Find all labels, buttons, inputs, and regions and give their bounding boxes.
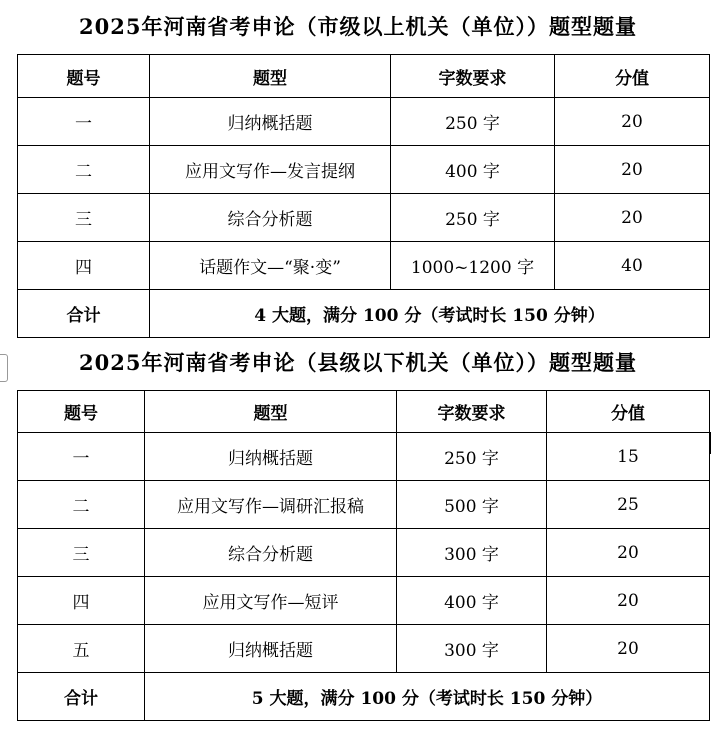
- table-header-row: [18, 55, 710, 98]
- header-score: 分值: [547, 391, 710, 433]
- cell-number: 三: [18, 194, 150, 242]
- cell-word-count: 250 字: [391, 194, 555, 242]
- header-word-count: 字数要求: [397, 391, 547, 433]
- cell-word-count: 400 字: [397, 577, 547, 625]
- header-word-count: 字数要求: [391, 55, 555, 98]
- cell-type: 归纳概括题: [150, 98, 391, 146]
- cell-number: 五: [18, 625, 145, 673]
- total-label: 合计: [18, 673, 145, 721]
- cell-word-count: 250 字: [397, 433, 547, 481]
- text-cursor: [709, 432, 711, 454]
- header-type: 题型: [145, 391, 397, 433]
- table-header-row: [18, 391, 710, 433]
- cell-score: 40: [555, 242, 710, 290]
- cell-score: 25: [547, 481, 710, 529]
- cell-type: 综合分析题: [145, 529, 397, 577]
- header-score: 分值: [555, 55, 710, 98]
- cell-word-count: 400 字: [391, 146, 555, 194]
- cell-number: 一: [18, 98, 150, 146]
- cell-score: 20: [555, 98, 710, 146]
- total-label: 合计: [18, 290, 150, 338]
- total-summary: 5 大题，满分 100 分（考试时长 150 分钟）: [145, 673, 710, 721]
- cell-word-count: 250 字: [391, 98, 555, 146]
- header-number: 题号: [18, 391, 145, 433]
- table-row: [18, 529, 710, 577]
- cell-type: 话题作文—“聚·变”: [150, 242, 391, 290]
- cell-type: 应用文写作—短评: [145, 577, 397, 625]
- cell-score: 20: [547, 577, 710, 625]
- cell-number: 四: [18, 577, 145, 625]
- cell-number: 四: [18, 242, 150, 290]
- cell-word-count: 300 字: [397, 625, 547, 673]
- cell-number: 二: [18, 481, 145, 529]
- cell-word-count: 500 字: [397, 481, 547, 529]
- cell-score: 20: [555, 194, 710, 242]
- exam-table-city-level: [17, 54, 710, 338]
- table-row: [18, 98, 710, 146]
- table-row: [18, 577, 710, 625]
- cell-type: 综合分析题: [150, 194, 391, 242]
- exam-table-county-level: [17, 390, 710, 721]
- cell-type: 归纳概括题: [145, 433, 397, 481]
- table-row: [18, 146, 710, 194]
- table-row: [18, 433, 710, 481]
- cell-type: 应用文写作—调研汇报稿: [145, 481, 397, 529]
- table-2-title: 2025年河南省考申论（县级以下机关（单位））题型题量: [79, 350, 637, 375]
- total-summary: 4 大题，满分 100 分（考试时长 150 分钟）: [150, 290, 710, 338]
- table-row: [18, 194, 710, 242]
- table-row: [18, 242, 710, 290]
- cell-type: 应用文写作—发言提纲: [150, 146, 391, 194]
- cell-word-count: 300 字: [397, 529, 547, 577]
- table-row: [18, 625, 710, 673]
- cell-word-count: 1000~1200 字: [391, 242, 555, 290]
- cell-number: 二: [18, 146, 150, 194]
- table-total-row: [18, 290, 710, 338]
- header-number: 题号: [18, 55, 150, 98]
- cell-score: 20: [547, 625, 710, 673]
- cell-score: 15: [547, 433, 710, 481]
- header-type: 题型: [150, 55, 391, 98]
- cell-score: 20: [547, 529, 710, 577]
- cell-score: 20: [555, 146, 710, 194]
- table-total-row: [18, 673, 710, 721]
- cell-type: 归纳概括题: [145, 625, 397, 673]
- table-1-title: 2025年河南省考申论（市级以上机关（单位））题型题量: [79, 14, 637, 39]
- table-row: [18, 481, 710, 529]
- cell-number: 一: [18, 433, 145, 481]
- cell-number: 三: [18, 529, 145, 577]
